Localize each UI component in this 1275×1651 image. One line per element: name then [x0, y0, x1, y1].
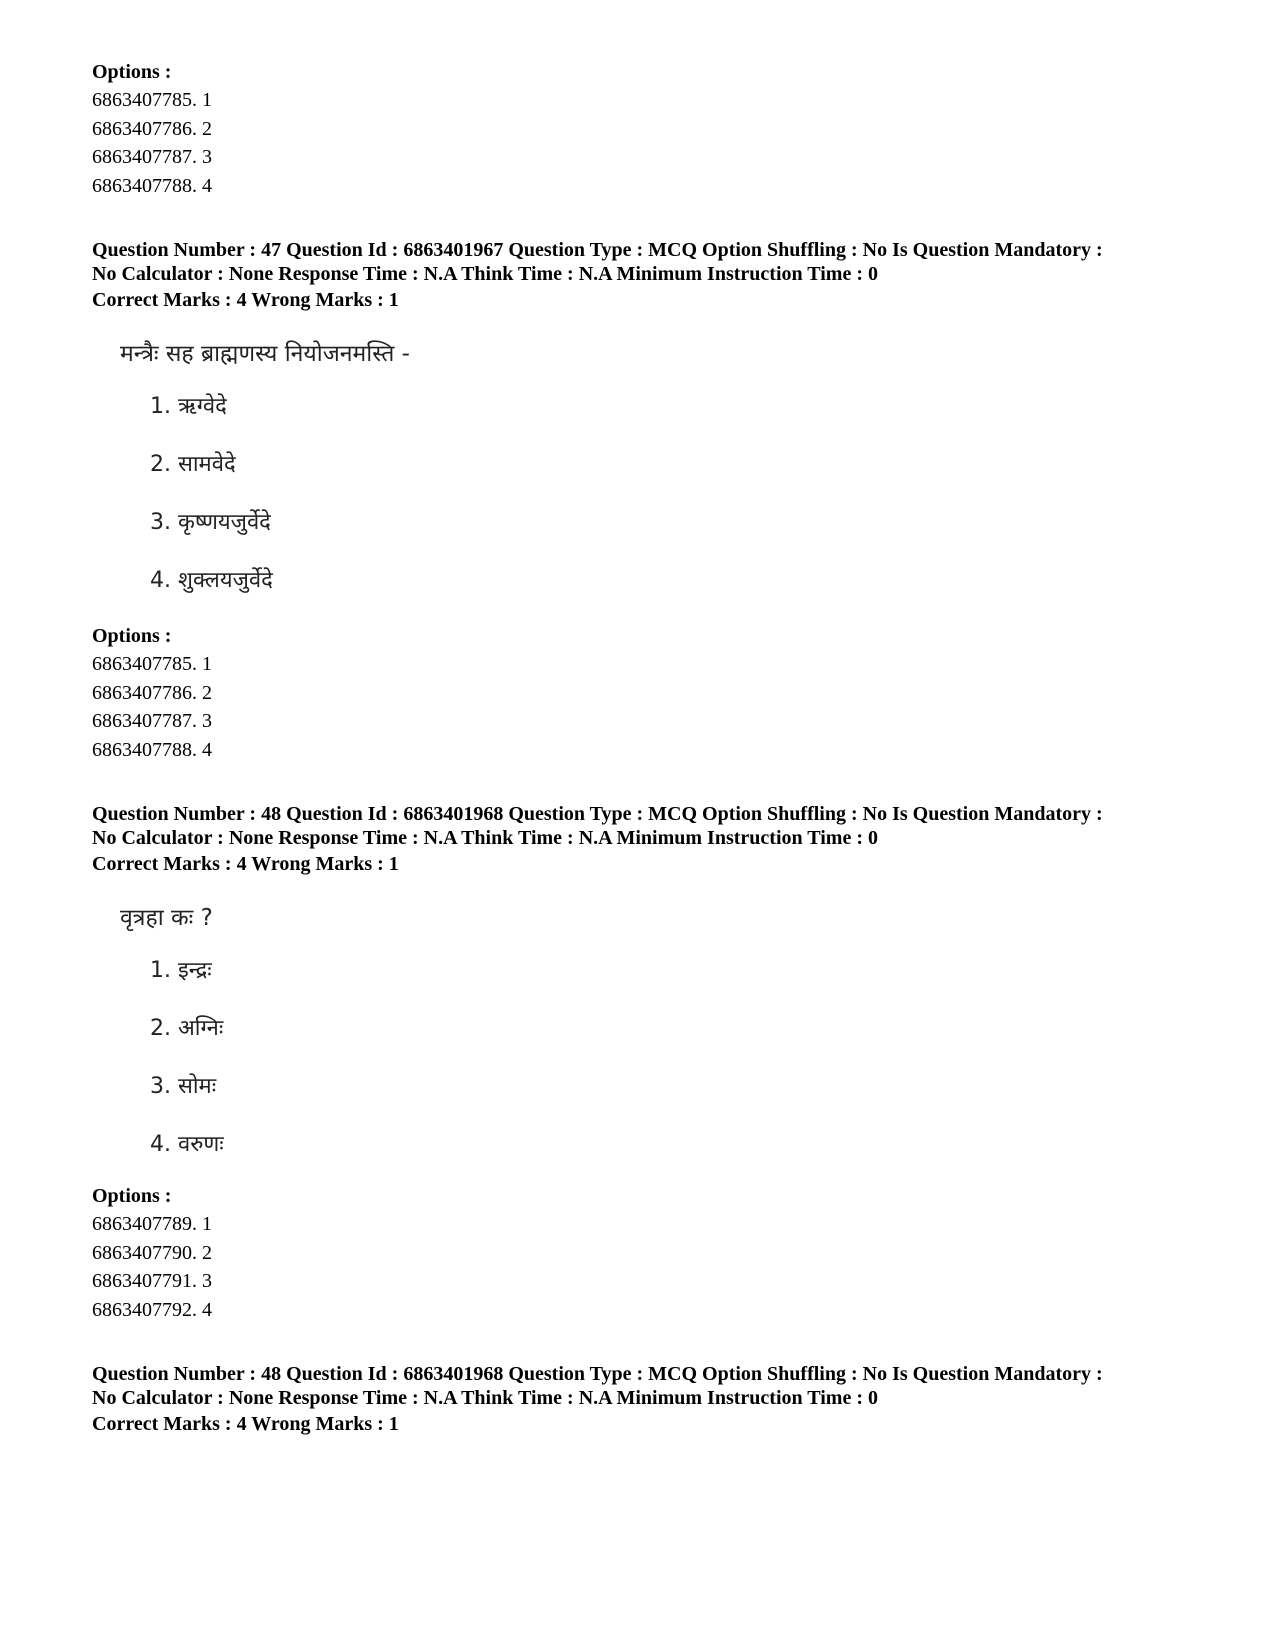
document-page — [92, 58, 1192, 1438]
option-line: 6863407785. 1 — [92, 89, 212, 111]
option-line: 6863407787. 3 — [92, 710, 212, 732]
options-heading: Options : — [92, 61, 172, 83]
question-meta-line: No Calculator : None Response Time : N.A Think Time : N.A Minimum Instruction Time : 0 — [92, 1387, 878, 1409]
question-48-repeat-block — [92, 1362, 1192, 1438]
question-marks: Correct Marks : 4 Wrong Marks : 1 — [92, 853, 399, 875]
choice-item: 3. कृष्णयजुर्वेदे — [150, 510, 271, 535]
option-line: 6863407788. 4 — [92, 174, 212, 197]
choice-item: 1. इन्द्रः — [150, 958, 212, 983]
question-stem: मन्त्रैः सह ब्राह्मणस्य नियोजनमस्ति - — [120, 341, 410, 367]
question-marks: Correct Marks : 4 Wrong Marks : 1 — [92, 1413, 399, 1435]
question-marks: Correct Marks : 4 Wrong Marks : 1 — [92, 289, 399, 311]
option-line: 6863407792. 4 — [92, 1298, 212, 1321]
choice-item: 4. वरुणः — [150, 1132, 224, 1157]
question-choices — [92, 378, 1192, 610]
option-line: 6863407786. 2 — [92, 681, 212, 704]
question-choices — [92, 942, 1192, 1174]
option-line: 6863407788. 4 — [92, 738, 212, 761]
option-line: 6863407787. 3 — [92, 146, 212, 168]
question-stem: वृत्रहा कः ? — [120, 905, 213, 931]
question-47-block — [92, 238, 1192, 764]
choice-item: 2. सामवेदे — [150, 452, 236, 477]
choice-item: 3. सोमः — [150, 1074, 217, 1099]
question-meta-line: Question Number : 48 Question Id : 6863401968 Question Type : MCQ Option Shuffling : No Is Question Mandatory : — [92, 1363, 1103, 1385]
choice-item: 1. ऋग्वेदे — [150, 394, 227, 419]
option-line: 6863407791. 3 — [92, 1270, 212, 1292]
question-meta-line: Question Number : 48 Question Id : 6863401968 Question Type : MCQ Option Shuffling : No Is Question Mandatory : — [92, 803, 1103, 825]
options-heading: Options : — [92, 1185, 172, 1207]
question-meta-line: No Calculator : None Response Time : N.A Think Time : N.A Minimum Instruction Time : 0 — [92, 263, 878, 285]
options-heading: Options : — [92, 625, 172, 647]
top-options-block — [92, 58, 1192, 200]
choice-item: 4. शुक्लयजुर्वेदे — [150, 568, 273, 593]
choice-item: 2. अग्निः — [150, 1016, 224, 1041]
option-line: 6863407789. 1 — [92, 1213, 212, 1235]
option-line: 6863407786. 2 — [92, 117, 212, 140]
option-line: 6863407790. 2 — [92, 1241, 212, 1264]
question-meta-line: No Calculator : None Response Time : N.A Think Time : N.A Minimum Instruction Time : 0 — [92, 827, 878, 849]
option-line: 6863407785. 1 — [92, 653, 212, 675]
question-48-block — [92, 802, 1192, 1324]
question-meta-line: Question Number : 47 Question Id : 6863401967 Question Type : MCQ Option Shuffling : No Is Question Mandatory : — [92, 239, 1103, 261]
